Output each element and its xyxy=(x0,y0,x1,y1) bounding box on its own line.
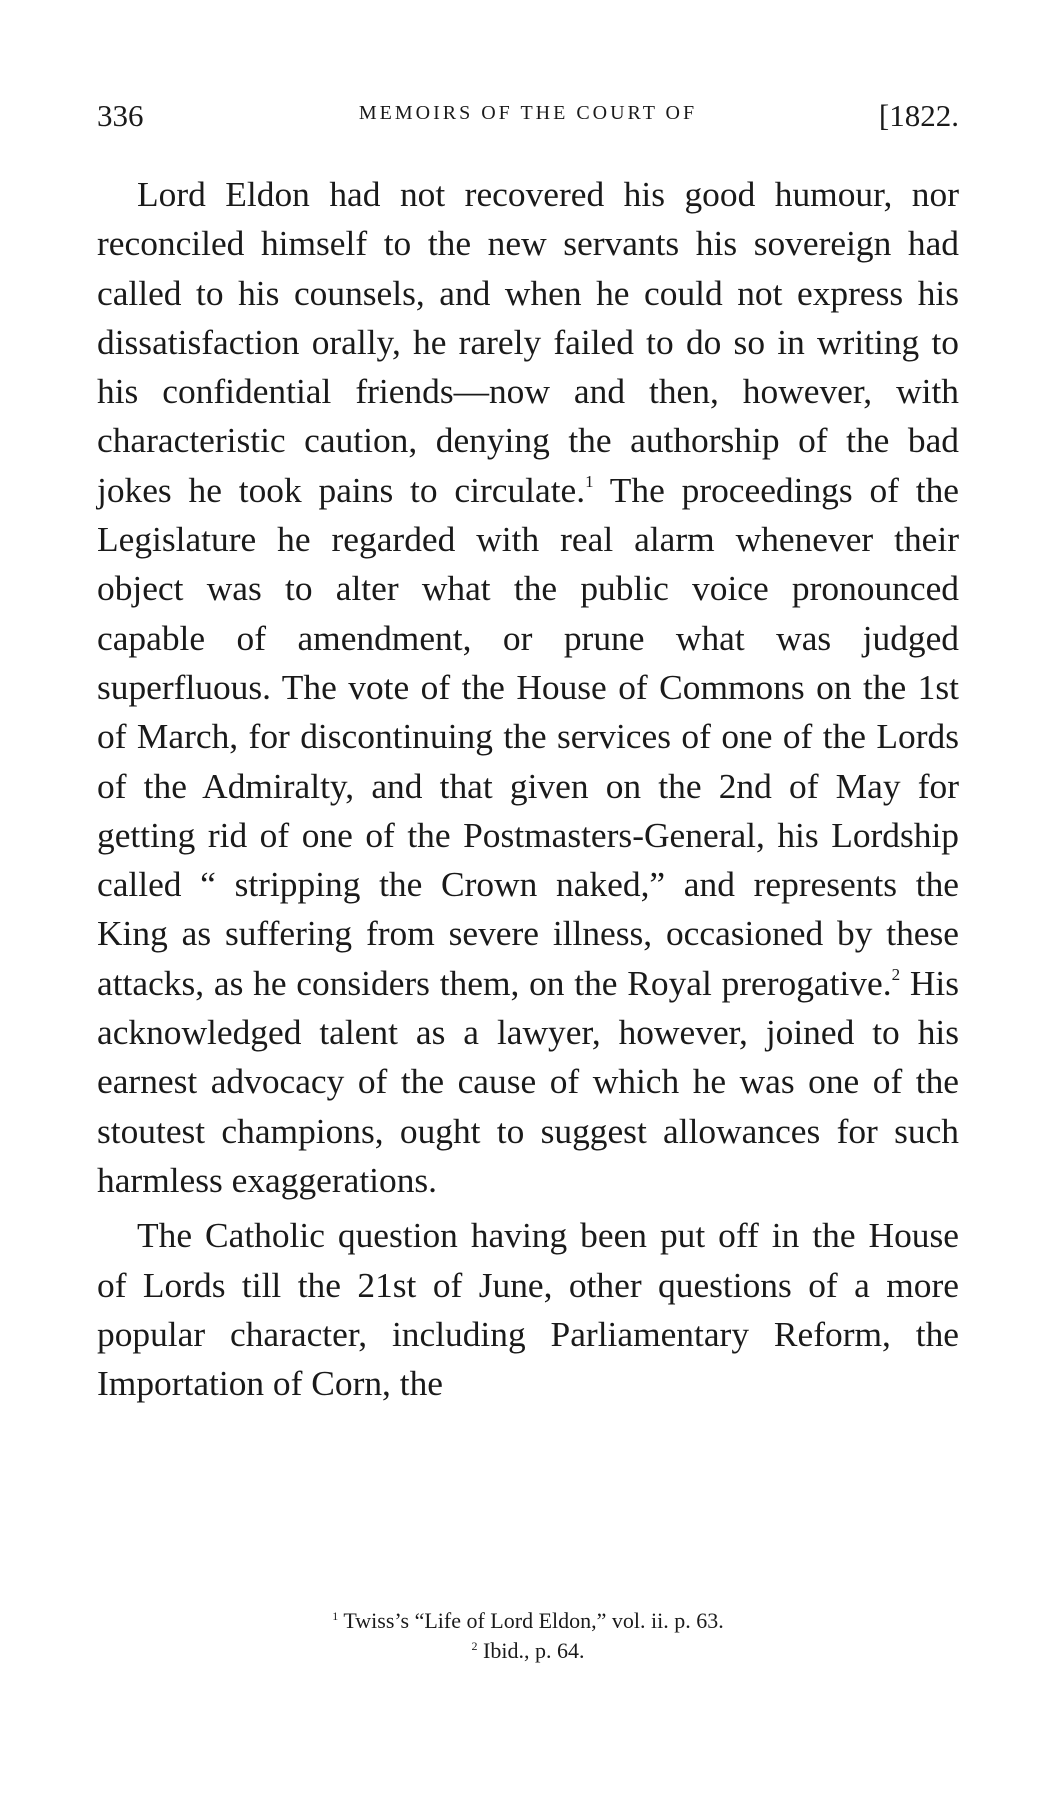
text-segment: His acknowledged talent as a lawyer, however, joined to his earnest advocacy of the cause of which he was one of the stoutest champions, ought to suggest allowances for such harmless exaggerations. xyxy=(97,962,959,1200)
footnote-2 xyxy=(97,1636,959,1666)
paragraph-catholic-question: The Catholic question having been put off in the House of Lords till the 21st of June, other questions of a more popular character, including Parliamentary Reform, the Importation of Corn, the xyxy=(97,1215,959,1404)
text-segment: Lord Eldon had not recovered his good humour, nor reconciled himself to the new servants his sovereign had called to his counsels, and when he could not express his dissatisfaction orally, he rarely failed to do so in writing to his confidential friends—now and then, however, with characteristic caution, denying the authorship of the bad jokes he took pains to circulate. xyxy=(97,174,959,510)
header-year: [1822. xyxy=(878,98,959,133)
page-number: 336 xyxy=(97,98,144,133)
footnote-text: Ibid., p. 64. xyxy=(483,1638,585,1663)
paragraph-eldon xyxy=(97,170,959,1205)
text-segment: The proceedings of the Legislature he regarded with real alarm whenever their object was to alter what the public voice pronounced capable of amendment, or prune what was judged superfluous. The vote of the House of Commons on the 1st of March, for discontinuing the services of one of the Lords of the Admiralty, and that given on the 2nd of May for getting rid of one of the Postmasters-General, his Lordship called “ stripping the Crown naked,” and represents the King as suffering from severe illness, occasioned by these attacks, as he considers them, on the Royal prerogative. xyxy=(97,469,959,1003)
running-title: MEMOIRS OF THE COURT OF xyxy=(358,102,698,124)
footnotes xyxy=(97,1606,959,1666)
footnote-1 xyxy=(97,1606,959,1636)
footnote-ref-1: 1 xyxy=(585,471,594,491)
footnote-ref-2: 2 xyxy=(891,964,901,984)
footnote-marker: 2 xyxy=(471,1639,478,1653)
running-header xyxy=(97,98,959,140)
footnote-text: Twiss’s “Life of Lord Eldon,” vol. ii. p. 63. xyxy=(343,1608,724,1633)
footnote-marker: 1 xyxy=(332,1609,339,1623)
main-text xyxy=(97,170,959,1408)
